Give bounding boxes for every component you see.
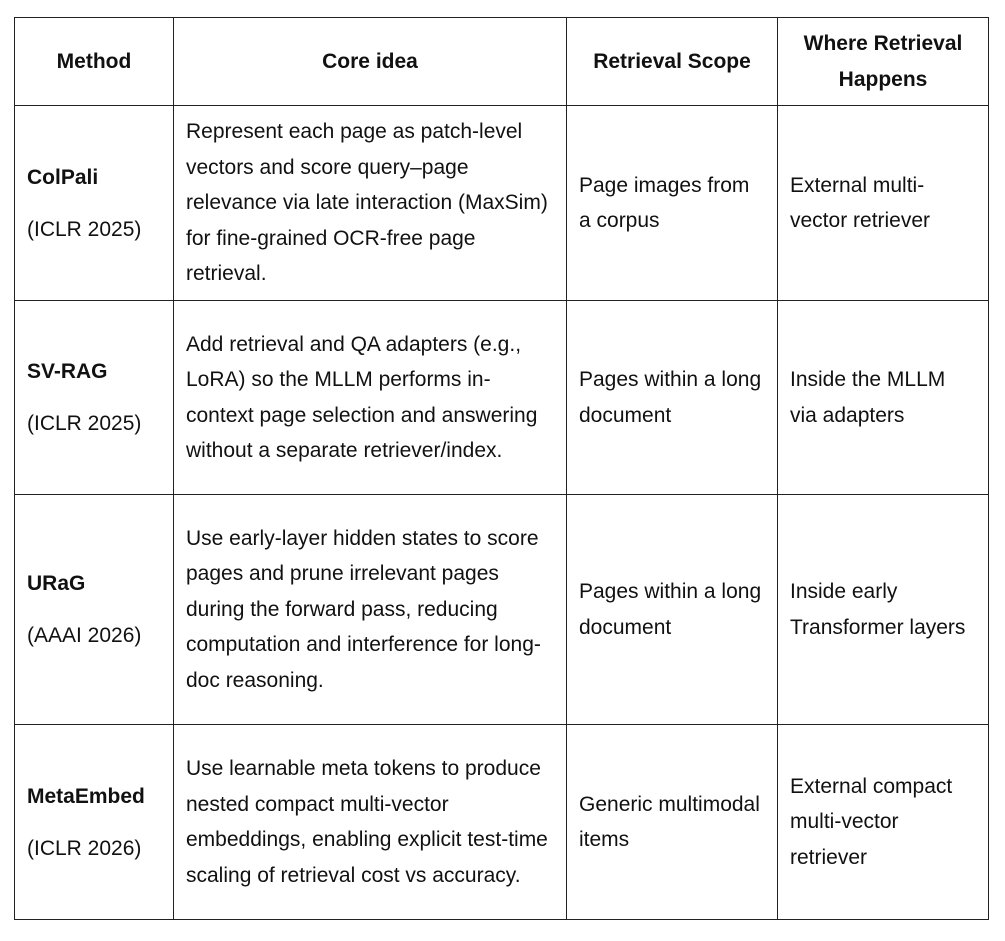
header-retrieval-scope: Retrieval Scope <box>567 18 778 106</box>
method-venue: (AAAI 2026) <box>27 624 142 647</box>
header-where-retrieval-happens: Where Retrieval Happens <box>778 18 989 106</box>
method-venue: (ICLR 2025) <box>27 412 142 435</box>
method-cell <box>15 106 174 301</box>
core-idea-cell: Use early-layer hidden states to score pages and prune irrelevant pages during the forward pass, reducing computation and interference for long-doc reasoning. <box>174 495 567 725</box>
header-method: Method <box>15 18 174 106</box>
core-idea-cell: Represent each page as patch-level vectors and score query–page relevance via late interaction (MaxSim) for fine-grained OCR-free page retrieval. <box>174 106 567 301</box>
method-cell <box>15 301 174 495</box>
method-venue: (ICLR 2025) <box>27 217 142 241</box>
core-idea-cell: Add retrieval and QA adapters (e.g., LoRA) so the MLLM performs in-context page selection and answering without a separate retriever/index. <box>174 301 567 495</box>
comparison-table <box>14 17 989 920</box>
method-cell <box>15 495 174 725</box>
retrieval-scope-cell: Generic multimodal items <box>567 725 778 920</box>
method-name: ColPali <box>27 165 99 189</box>
method-venue: (ICLR 2026) <box>27 836 142 860</box>
table-row <box>15 106 989 301</box>
retrieval-scope-cell: Pages within a long document <box>567 495 778 725</box>
core-idea-cell: Use learnable meta tokens to produce nested compact multi-vector embeddings, enabling explicit test-time scaling of retrieval cost vs accuracy. <box>174 725 567 920</box>
where-retrieval-cell: External compact multi-vector retriever <box>778 725 989 920</box>
where-retrieval-cell: Inside early Transformer layers <box>778 495 989 725</box>
table-row <box>15 495 989 725</box>
retrieval-scope-cell: Page images from a corpus <box>567 106 778 301</box>
method-name: SV-RAG <box>27 360 108 383</box>
where-retrieval-cell: External multi-vector retriever <box>778 106 989 301</box>
method-cell <box>15 725 174 920</box>
table-row <box>15 301 989 495</box>
retrieval-scope-cell: Pages within a long document <box>567 301 778 495</box>
table-row <box>15 725 989 920</box>
header-row <box>15 18 989 106</box>
where-retrieval-cell: Inside the MLLM via adapters <box>778 301 989 495</box>
header-core-idea: Core idea <box>174 18 567 106</box>
method-name: MetaEmbed <box>27 784 145 808</box>
method-name: URaG <box>27 572 86 595</box>
